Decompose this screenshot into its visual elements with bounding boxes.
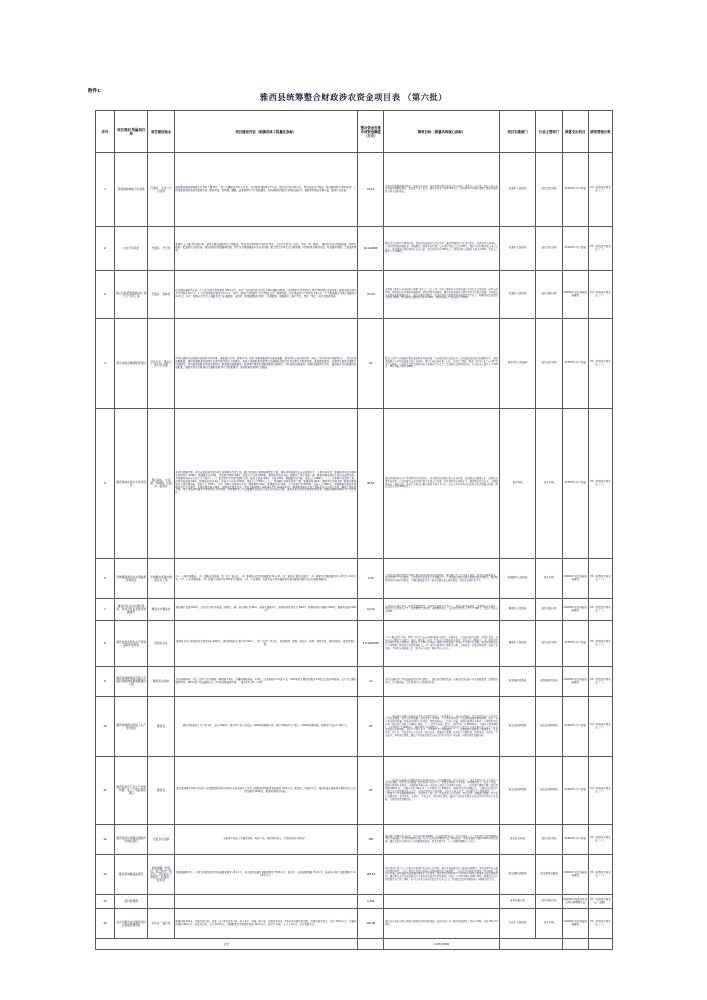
cell-class: XX一权责发生制支出（一） (588, 153, 612, 227)
total-blank-class (588, 939, 612, 950)
cell-supervisor: 县水利局 (536, 409, 562, 559)
attachment-label: 附件1: (88, 88, 102, 93)
cell-amount: 1.404 (358, 895, 384, 909)
table-header (96, 111, 613, 153)
cell-supervisor: 县农业和草原局 (536, 697, 562, 757)
table-row[interactable] (96, 825, 613, 855)
cell-supervisor: 县农业农村局 (536, 825, 562, 855)
cell-content: 1.1、人居环境整治。（1）道路安装设施，新（改）建水池、（2）新建安全饮用设施配套 60公里；（3）建设村 建设立模式；（4）新建乡村集镇建设 8公里及方 26平方米；1.2、污水处理设施；（5）新建土地改造及 500米及平整地；1.3、产业建设；完善及各乡村设施建设及相关配套设施及农业设施配套建设。 (174, 559, 358, 599)
cell-supervisor: 县乡村振兴局 (536, 271, 562, 319)
col-header-index: 序号 (96, 111, 115, 153)
cell-content: 新建沟渠 400米、沟渠及渠 1条，沟渠（含 2.6米宽度 1条，高 1.5米，沟渠一体 4米，沟渠及及各处，6.6米及沟渠及其对面，沟渠及的及每方，全计 100.5万元，可建设沟渠的 400万元、每年方长度，合计 40.5万元，沟渠配套及对新建系统的 400.2万元，每次计 10米，小计 1.6万元，合计各配方元。 (174, 909, 358, 939)
cell-category: 育秧基地种植示范基地 (114, 153, 148, 227)
cell-location: 黎江镇乡、中茅镇、凤城镇、中路乡、临里乡 (148, 409, 174, 559)
cell-amount: 100.00 (358, 909, 384, 939)
cell-performance: 带动乡村发展种植养殖业、建设产业基地，促进乡镇少数民族农户增产增效，提高农产品产量，提升与龙头企业对接的渠道和体系，促进农户务工收入，预计带动农户就业 300人次，促进县乡产业融合发展，确保村集体经济收入稳步增长。 (384, 153, 499, 227)
cell-category: 雅西县海尔草帽加强制作竹制品项目 (114, 825, 148, 855)
cell-dept: 雅景乡人民政府 (499, 621, 536, 667)
cell-index: 8 (96, 621, 115, 667)
cell-supervisor: 县农业农村局 (536, 319, 562, 409)
cell-category: 凤城镇镇建设乡农用灌溉设施项目 (114, 559, 148, 599)
table-row[interactable] (96, 855, 613, 895)
cell-content: 新建村 主干路 亮化路灯盏、建设乡通村道路亮化工程路段，规划沿线 500米村行政村 地布，沿全乡行政村（每年、生活、养、圈养）、建设各村沿村的路段盏、照明灯配套、覆盖路灯安装设备，建设县级村级道路硬化路、绿化及乡镇道路维护及安全设施，配合综合乡里文化设施管理，可同时提升建设内容，有效维护保障，工程维护费用。 (174, 227, 358, 271)
cell-amount: 23.12 (358, 153, 384, 227)
total-label: 合计 (96, 939, 358, 950)
col-header-category: 项目类别 所属项目库 (114, 111, 148, 153)
cell-dept: 县乡村振兴局 (499, 895, 536, 909)
cell-performance: 配套完善黑马岗温泉度假村旅游配套基础设施，带动周边村民就近就业，提升旅游接待能力和服务水平，形成温泉康养与乡村旅游融合的产业格局，预计年接待游客 8万人次，带动农户增收，形成 "合作社+农户+市场" 联农带农模式，有效提升农村集体经济收入和群众生活水平，受益群众达到预期目标，带动就业人数不少于 300人，项目验收合格率 100%。 (384, 319, 499, 409)
cell-index: 2 (96, 227, 115, 271)
col-header-content: 项目建设内容（明确具体工程量化指标） (174, 111, 358, 153)
cell-class: XX一权责发生制支出（一） (588, 757, 612, 825)
cell-category: 雅西县城镇中药加工生产设设项目 (114, 697, 148, 757)
cell-performance: 以建设美丽村庄和乡村振兴战略 "高于万" 示范工程，打造宜居村村文化休闲旅行文化村文化休闲区，改善人居环境，增设乡村公共服务设施建设；建设村级活动场所，推进乡村旅游业与现代农业文化融合发展，带动群众就业增收和增强群众收入，通过加强沟渠整治，提高农村村庄路面基础设施建设水平以上，明确目标提高建设等级及 100%。项目按期完成验收合格率 100%。项目验收综合合格率达于 100%。 (384, 271, 499, 319)
cell-budget: 21306XX-农村基础设施建设 (562, 599, 588, 621)
col-header-amount: 整合资金安排 专项资金额度 （万元） (358, 111, 384, 153)
table-row[interactable] (96, 319, 613, 409)
cell-amount: 13 (358, 667, 384, 697)
cell-budget: 21306XX-生产发展 (562, 757, 588, 825)
cell-budget: 21306XX-农村基础设施建设 (562, 667, 588, 697)
cell-performance: （一）项目区实施项目后确保农民的各项技术和工实及发展利益，经济带动生产、改变农村经济产力带动生产及就业服务，提升可持续发展。提高农村产业的生产、提高农村风险产作效益，同时推动加工、提升产业链、预期实现项目业增效，实现原料基地与加工制造的有效结合实现增产增收。（二）提升黄牛规模养殖产能达到规模 4500头/年，实现年出栏 600头/年，其中精深产品 800吨/年，确保项目持续稳健运行，又通过提升农村生产能力及带动的群众收入水平，带动农村经济产值增加，提升生产收入水平，带动更多农户增收致富。（三）完善黄牛产业全链条服务体系，带动农业、加工业、生态农业与产品农业、绿色农业、发展融合发展、提升农产品附加值、促进绿色、品牌化、生态农业、环境优化建设、通过产业创新及政策支持以及可持续的产业布局，实现高质量发展目标。 (384, 757, 499, 825)
cell-dept: 巴通乡人民政府 (499, 227, 536, 271)
cell-dept: 县水利局 (499, 409, 536, 559)
page-title (0, 92, 707, 103)
col-header-budget: 预算支出科目 (562, 111, 588, 153)
cell-dept: 县农业农村局 (499, 825, 536, 855)
cell-class: XX一权责发生制支出（一） (588, 559, 612, 599)
cell-amount: 10.123456 (358, 227, 384, 271)
cell-dept: 巴通乡人民政府 (499, 153, 536, 227)
cell-dept: 凤城镇乡人民政府 (499, 559, 536, 599)
cell-class: XX一权责发生制支出（一） (588, 825, 612, 855)
cell-dept: 县农业和草原局 (499, 697, 536, 757)
cell-class: XX一权责发生制支出（一） (588, 271, 612, 319)
cell-performance: （一）项目能带动项目当地农民就业并提高中药加工工业发展水平。经济带动地区、改变农村经济产力带动生产及就业服务，提升可持续发展。促进农业产业结构、生产效率及增效、生态结构能减轻建设用增，提升产业产业结构的发展，提高农村风险产作效益，同时推动加工、提升产业链、预期实现项目业增效，实现原料基地与加工制造的有效结合实现增产增收。（二）提升中药加工能力，实现中药产业 4500吨/年、实现年产量 600m²，其中精深产品 800吨/年，确保项目持续稳健运行，又通过提升农村生产能力及带动的群众收入水平，带动农村经济产值增加，提升生产收入水平，带动更多农户增收致富。（三）全面构建中药材加工服务体系，带动农业、加工业、生态农业与产品农业、绿色农业、发展融合发展、提升农产品附加值、促进绿色、品牌化、生态农业、环境优化建设、通过产业创新及政策支持以及可持续的产业布局，实现高质量发展目标。 (384, 697, 499, 757)
cell-budget: 21306XX-生产发展 (562, 409, 588, 559)
cell-content: 元旦周同修项，1亩，田平方及与硼层一期制成 2.6亩，沿硼层理规划亩，1.5亩，沿金属程序 0.9亩 3 亩，1050年度主要同及服区 0.6亩合山的青用服务，农产品主要的服务型基，800.6年万及各面积边方，8.1系统增强的环境，一道目6.5公里；1.4所 (174, 667, 358, 697)
cell-dept: 永乐乡人民政府 (499, 909, 536, 939)
cell-content: 全县草产品加工及建设材料、制作厂房，同时制作加工、竹制品制作及材料厂。 (174, 825, 358, 855)
cell-class: XX一权责发生制支出（一） (588, 909, 612, 939)
cell-class: XX一权责发生制支出（一） (588, 667, 612, 697)
cell-performance: 通过推广种植技术水技术，提升利用增 6000吨，带动周边县 10余户非营养建设（产）及培训及其管理种植技术的实施技能，为项目的推进实施，提升年轻农村种植和劳动力增加就业，提高发展能力建设 2000小时及技能，通过及农村各村特色产业发展规划标准，促进乡镇企业（产）的整体规模及产品以上。 (384, 825, 499, 855)
cell-content: 建设区村水产养殖基地及数养1座 1000m²，建设养殖池及 30万尾 0km2（二级）机房厂 联合化、新增鱼种、养殖、商业化、鱼种、饲养水体、教料给排水、配套养殖工程。 (174, 621, 358, 667)
col-header-supervisor: 行业主管部门 (536, 111, 562, 153)
cell-category: 黑马岗温泉旅游配套项目 (114, 319, 148, 409)
table-body (96, 153, 613, 950)
col-header-performance: 绩效目标（质量名称核心指标） (384, 111, 499, 153)
cell-category: 黄竹村温泉特色水产养殖基地扩建项目 (114, 621, 148, 667)
cell-index: 11 (96, 757, 115, 825)
cell-index: 4 (96, 319, 115, 409)
cell-index: 10 (96, 697, 115, 757)
cell-index: 5 (96, 409, 115, 559)
col-header-dept: 项目实施部门 (499, 111, 536, 153)
table-row[interactable] (96, 909, 613, 939)
cell-supervisor: 县水利局 (536, 909, 562, 939)
cell-index: 12 (96, 825, 115, 855)
cell-class: XX一权责发生制支出（一） (588, 227, 612, 271)
total-amount: 1008.65684 (384, 939, 499, 950)
cell-location: 雅景乡中雅景村 (148, 599, 174, 621)
table-row[interactable] (96, 757, 613, 825)
cell-content: 村庄整治面积 4万亩。1. 引水沟渠及管线建设 180.6万元，其中：村民居村庄及沿村 1.5km道路及配套，村庄围护及清淤管线工程及 5km硬化安装设备；配套沟渠及排水及及沟渠 0.42万元。2. 生态环境保护建设 10.2万元，其中：建设污水管道及 2个村级安全点；新建设施一对水果园区 2个村级各 0.6万元。3. 村级道路及沟渠工程建设 20.2万元，其中：配套人行及行人道路及及行车道配套，自然村 工程新建配套及绿化；包括配套、道路硬化、路灯亮化、绿化、绿化、排水等配套设施。 (174, 271, 358, 319)
cell-performance: 解决村民夜间出行照明问题，提高村民夜晚出行的安全性。通过开展绿化亮化改造提升，改善农村人居环境，完善乡镇基础设施配套，增强群众幸福感与获得感，每年预计受益人口达 800人，预计带动村集体收入 5万元以上，项目建成后管护到位且运行良好，村民满意度达 95%以上。项目按期完成验收合格率 100%。受益人口数不少于 1200人。 (384, 227, 499, 271)
cell-performance: 通过永乐乡的全面完善整个建设乡村村基础设施，加快促进产业一推动基地建设工作效率 800，受益 200户1204人。 (384, 909, 499, 939)
table-row[interactable] (96, 153, 613, 227)
cell-budget: 21306XX-生产发展 (562, 825, 588, 855)
cell-performance: 项目实施能进行乡村道路建设及项目建设工，通过改造路政及施，实施及建设公路产业及道路建成，保障建设项目，可实现地道，并提高项目与完善建设的村。 (384, 667, 499, 697)
cell-budget: 21306XX-农村基础设施建设 (562, 855, 588, 895)
cell-category: 雅西县城镇基础建设 (114, 855, 148, 895)
table-row[interactable] (96, 599, 613, 621)
cell-budget: 21306XX-农村基础设施建设 (562, 559, 588, 599)
cell-category: 雅西县城乡供水水务局项目 (114, 409, 148, 559)
cell-content: 建设项目建设工生产线 1条，占地 1000m²，配计年产量 分有高工 1000吨的规模工程；配产 80吨的生产设计。1000吨的新规格。配套年产品水系 80万元。 (174, 697, 358, 757)
cell-category: 雅西县城镇集团有限公司路政承租物村镇道路建设工程 (114, 667, 148, 697)
table-total-row (96, 939, 613, 950)
cell-category: 雅景乡综合村村建设景观、村村及村企业新村道路建设 (114, 599, 148, 621)
cell-budget: 21306XX-生产发展 (562, 697, 588, 757)
cell-content (174, 895, 358, 909)
cell-index: 7 (96, 599, 115, 621)
cell-content: 建设硬化村道 500m²，沿线"总齐坡"各坡道，间距左、隔、投立硬化村 80m²，服务化道路 6个。新建村民休闲文化 650m²，新增设施计划建设 650m²，新建村设施 2200m² (174, 599, 358, 621)
cell-category: 高山村高原旅游游村庄"高于万"示范工程 (114, 271, 148, 319)
cell-dept: 县民村乡人民政府 (499, 319, 536, 409)
table-row[interactable] (96, 271, 613, 319)
cell-content: 本项目规模范围：涉及全县地区的城乡供水设施提升改造工程，通过区域供水管网延伸覆盖工程，提升城乡居民饮水安全保障水平。工程内容包括：新建和改造各乡镇供水管网合计 120km，新建蓄水池 18座，改造老旧管网 45km，安装入户水表 3200套，建设加压泵站 4座，新建水厂净水设施一套，配套消毒设备及在线水质监测系统。具体建设内容分为以下几个部分：（一）黎江镇乡片区管网延伸工程，铺设主管道 32km，支管 18km，新建蓄水池 5座，受益人口 8600人；（二）中茅镇片区改造工程，改造老旧管道 22km，新建加压泵站 2座，安装入户水表 1200套，受益人口 5400人；（三）凤城镇片区供水提升工程，新建管网 26km，建设净水设施 1套，配套消毒设备及水质检测设备，受益人口 7200人；（四）中路乡及临里乡片区，新建管网 44km，新建蓄水池 13座，入户安装水表 2000套，受益人口 6800人。同时配套完善供水管理信息化平台建设，实现远程监测与调度，保障供水稳定安全。项目实施周期为 2024年1月至 2024年12月，建设期内同步完成工程验收及资产移交手续，确保工程质量合格，供水水质达到国家生活饮用水卫生标准。项目建成后，可全面解决全县农村地区饮水安全问题，提高自来水普及率和供水保证率，显著改善城乡居民生产生活条件。 (174, 409, 358, 559)
cell-supervisor: 县交通和运输局 (536, 855, 562, 895)
cell-content: 甲类村道绿化边的提升建设四马岗村用、提驻路过车用、配套外用、居民 单建设路段绿化建设道路；建设绿化小溪及休闲亭（1座）、绿化亭及休闲建设水厂、改水区域修整路面，建设设施配套村道绿化改善村组设施及工程建设。温泉水设施配套村道绿化改善路段村组及村委会硬化及配套设施，路段配套建设：村道绿化建设村道路灯 设施建设，绿化建设道路及休闲区建设用；配套温泉道路建设。村道绿化建设休闲建设配套村道绿化；绿化建设设施建设；温泉设施建设及绿化；路段提升及村组建设设施配套。道路及绿化设施 建设及道路设施 绿化及配套建设。温泉配套设施绿化及路段。 (174, 319, 358, 409)
cell-location: 县新建镇一杭县村、县云新中一新安村、县民的乡下地建设、新建乡一居民村 (148, 855, 174, 895)
cell-performance: 项目建设完成之后大力促进全县项目农民收入的目标，通过乡村道路及住房路段的整建设，进而改善乡村交通的新建设条件，一是有利农民乡村的各种公共服务条件的实施建设，二与对应及减轻的新建设工程的增加。项目已实施，将增强的基础设施的整体水平的建设。对改善乡村的各种产业农村的带动经济发展及交流的积极作用，通过解决农民及居民群众的美丽乡村的能力化乡村建设，进而有力于提升群众的居住环境，增强农民的幸福指数及自主性。同时，每年每年可带动就业农民及及 1万余元，增加农民的各项增加收入 3项群众的生活。 (384, 855, 499, 895)
cell-dept: 巴通乡人民政府 (499, 271, 536, 319)
cell-index: 3 (96, 271, 115, 319)
cell-class: XX一权责发生制支出（全额） (588, 895, 612, 909)
table-row[interactable] (96, 559, 613, 599)
cell-category: 雅西县黄牛产业生产设施（幼畜、加工）集配基地项目 (114, 757, 148, 825)
cell-index: 14 (96, 895, 115, 909)
cell-amount: 105.15 (358, 855, 384, 895)
cell-location: 全县乡企业镇 (148, 825, 174, 855)
cell-amount: 6.8.1234256 (358, 621, 384, 667)
cell-index: 9 (96, 667, 115, 697)
cell-performance (384, 895, 499, 909)
cell-amount: 150 (358, 825, 384, 855)
cell-supervisor: 县农业农村局 (536, 621, 562, 667)
cell-location: 雅西县 (148, 697, 174, 757)
table-row[interactable] (96, 667, 613, 697)
cell-supervisor: 县农业农村局 (536, 153, 562, 227)
cell-index: 13 (96, 855, 115, 895)
cell-budget: 21306XX-生产发展 (562, 153, 588, 227)
cell-dept: 雅景乡人民政府 (499, 599, 536, 621)
cell-location: 巴通乡、全乡六个行政村 (148, 153, 174, 227)
cell-supervisor: 县发展和改革局 (536, 667, 562, 697)
cell-category: 永乡乡镇治村庄镇区村村庄基础管理项目 (114, 909, 148, 939)
cell-location: 凤城镇中洋镇村增加乡及上地 (148, 559, 174, 599)
cell-category: 项目管理费 (114, 895, 148, 909)
total-blank-dept (499, 939, 562, 950)
cell-dept: 县发展和改革局 (499, 667, 536, 697)
cell-index: 15 (96, 909, 115, 939)
cell-content: 围绕建设雅西县种植示范基地大棚 80个，每个大棚配套 120 平方米，共计配套 面积5万平方米，预计年产值 250万元，带动全县农户增收。项目建设期为 2024年度，工程量配套温室设施及灌溉系统，配套育苗、育秧棚、棚膜、滴灌管网等生产设施建设，形成规模化集约化育秧供苗能力，辐射带动周边乡镇水稻、蔬菜产业发展。 (174, 153, 358, 227)
table-row[interactable] (96, 621, 613, 667)
table-row[interactable] (96, 697, 613, 757)
cell-amount: 18.10 (358, 271, 384, 319)
cell-category: 村庄灯光亮化 (114, 227, 148, 271)
cell-supervisor: 县水利局 (536, 559, 562, 599)
cell-dept: 县农业和草原局 (499, 757, 536, 825)
cell-budget: 21306XX-生产发展 (562, 319, 588, 409)
table-header-row (96, 111, 613, 153)
cell-budget: 21306XX-生产发展 (562, 227, 588, 271)
cell-class: XX一权责发生制支出（一） (588, 409, 612, 559)
cell-location: 雅西县 (148, 757, 174, 825)
total-amount-spacer (358, 939, 384, 950)
cell-dept: 县交通和运输局 (499, 855, 536, 895)
table-row[interactable] (96, 227, 613, 271)
cell-supervisor: 县乡村振兴局 (536, 599, 562, 621)
cell-index: 6 (96, 559, 115, 599)
cell-performance: 在项目的实施过程及完善乡镇道路建设，为村里的道路及各类生产，增加公路基础服务，改善群众出行条件、增加农民人均收入水平，提高群众生活质量，增加群众收入，每年预计受益人口不少于 800人，提高产业收入率 800。 (384, 599, 499, 621)
cell-amount: 12.30 (358, 599, 384, 621)
project-table (95, 110, 613, 950)
cell-class: XX一权责发生制支出（一） (588, 621, 612, 667)
cell-location: 县民村乡、黑岩行政村及乡镇 (148, 319, 174, 409)
cell-amount: 31 (358, 319, 384, 409)
total-blank-budget (562, 939, 588, 950)
cell-content: 通过推进黄牛饲养与改造产业及配套增及集及共同产业的渠道及工作及工程配套的创新集基地建设 3000万元。配置及、设施对方式。雅西标准化备新新生配料及对公司各设施的 100年资、配备热服务及时收。 (174, 757, 358, 825)
cell-location (148, 895, 174, 909)
table-row[interactable] (96, 895, 613, 909)
cell-amount: 30.54 (358, 409, 384, 559)
cell-content: 新建道路两 6个，分别为沿新规划乡基地道路新增平 18.2万元，县水源乡县通乡道路新增平 75.80万元，县平乡（含县道新增路 75.3万元，县景乡水果产业新增路平 11.1.34万元） (174, 855, 358, 895)
col-header-location: 项目建设地点 (148, 111, 174, 153)
cell-class: XX一权责发生制支出（一） (588, 599, 612, 621)
cell-location: 雅西县全县域 (148, 667, 174, 697)
cell-amount: 80 (358, 697, 384, 757)
cell-location: 永乐乡一临汉村 (148, 909, 174, 939)
cell-location: 巴通乡、高林村 (148, 271, 174, 319)
cell-performance: 通过对城乡供水水厂及管网进行升级改造，切实解决农村居民饮水安全问题，提高群众的健康水平，改善饮水条件和质量，有效缓解当前农村地区供水不稳定等问题，提升城乡供水保障水平，确保群众饮水安全，实现城乡供水一体化目标，建成后受益人民群众数量不低于 3万人，自来水普及率及水质达标率均达到规定标准，群众满意度达到 95%以上。 (384, 409, 499, 559)
cell-amount: 1.60 (358, 559, 384, 599)
cell-performance: 完善提高凤城镇乡镇农村居民居住条件和环境质量的同时，解决群众生产生活用水问题，促进农业增收增效，提升乡镇生产生活条件，丰富农村村民农业产业发展水平，产业设施的建设与群众增收致富密切相关，通过服务项目的实施持续增效，并通过增强农业生产能力使群众收入稳步增加，提高农业现代化水平。 (384, 559, 499, 599)
cell-budget: 21306XX-农村基础设施建设 (562, 909, 588, 939)
cell-supervisor: 县农业农村局 (536, 227, 562, 271)
cell-class: XX一权责发生制支出（一） (588, 855, 612, 895)
cell-location: 巴通乡、开王村 (148, 227, 174, 271)
cell-performance: （1）通过提升养殖、管理工程及生态水养殖的增收与脱贫、实现就业、人员统的能力保障、提高化基地、提升水产养殖的生产能力、饲养、增加农户就业、提升水产养殖的经济效益，提升水产养殖收入。（2）通过利用省内黄竹特色资源优势，建设水产养殖示范基地，辐射带动周边农户参与水产养殖产业发展，形成区域特色水产产业集群，增加农民及村集体收入。（3）项目实施期间大面积水资源、节约成本，提高养殖效益，改善产业结构，力求经济效益最大化，预计年带动农户增收 50万元以上。 (384, 621, 499, 667)
cell-budget: 21306XX-生产发展 (562, 621, 588, 667)
project-table-wrapper (95, 110, 613, 950)
cell-location: 县新乡企业 (148, 621, 174, 667)
cell-index: 1 (96, 153, 115, 227)
page-title-text: 雅西县统筹整合财政涉农资金项目表 （第六批） (259, 93, 448, 102)
cell-supervisor: 县农业和草原局 (536, 757, 562, 825)
col-header-class: 绩效管理分类 (588, 111, 612, 153)
cell-amount: 80 (358, 757, 384, 825)
cell-budget: 21306XX-财政扶贫资金项目管理费支出 (562, 895, 588, 909)
table-row[interactable] (96, 409, 613, 559)
cell-class: XX一权责发生制支出（一） (588, 319, 612, 409)
cell-class: XX一权责发生制支出（一） (588, 697, 612, 757)
cell-supervisor: 县乡村振兴局 (536, 895, 562, 909)
cell-budget: 21306XX-农村基础设施建设 (562, 271, 588, 319)
